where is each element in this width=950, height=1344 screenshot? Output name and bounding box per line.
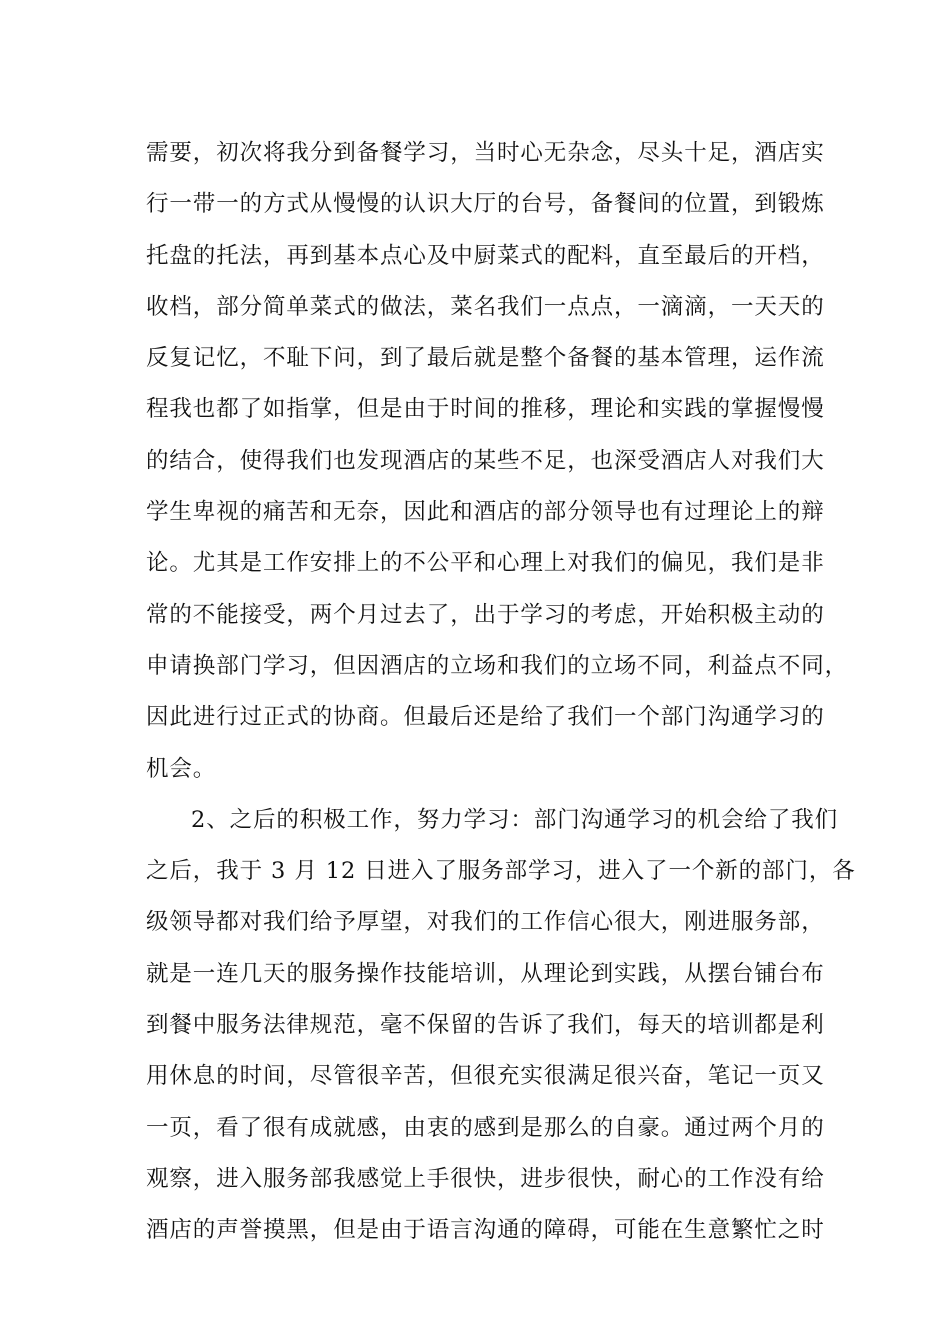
text-line: 一页，看了很有成就感，由衷的感到是那么的自豪。通过两个月的: [146, 1114, 825, 1141]
text-line: 到餐中服务法律规范，毫不保留的告诉了我们，每天的培训都是利: [146, 1012, 825, 1039]
text-line: 常的不能接受，两个月过去了，出于学习的考虑，开始积极主动的: [146, 601, 825, 628]
text-line: 论。尤其是工作安排上的不公平和心理上对我们的偏见，我们是非: [146, 550, 825, 577]
text-line: 级领导都对我们给予厚望，对我们的工作信心很大，刚进服务部，: [146, 909, 825, 936]
text-line: 就是一连几天的服务操作技能培训，从理论到实践，从摆台铺台布: [146, 960, 825, 987]
text-line: 收档，部分简单菜式的做法，菜名我们一点点，一滴滴，一天天的: [146, 293, 825, 320]
text-line: 行一带一的方式从慢慢的认识大厅的台号，备餐间的位置，到锻炼: [146, 191, 825, 218]
text-line: 因此进行过正式的协商。但最后还是给了我们一个部门沟通学习的: [146, 704, 825, 731]
text-line: 学生卑视的痛苦和无奈，因此和酒店的部分领导也有过理论上的辩: [146, 499, 825, 526]
text-line: 酒店的声誉摸黑，但是由于语言沟通的障碍，可能在生意繁忙之时: [146, 1217, 825, 1244]
text-line: 反复记忆，不耻下问，到了最后就是整个备餐的基本管理，运作流: [146, 345, 825, 372]
text-line: 机会。: [146, 755, 217, 782]
text-line: 申请换部门学习，但因酒店的立场和我们的立场不同，利益点不同，: [146, 652, 849, 679]
paragraph-start-line: 2、之后的积极工作，努力学习：部门沟通学习的机会给了我们: [191, 806, 839, 833]
text-line: 需要，初次将我分到备餐学习，当时心无杂念，尽头十足，酒店实: [146, 140, 825, 166]
text-line: 的结合，使得我们也发现酒店的某些不足，也深受酒店人对我们大: [146, 447, 825, 474]
text-line: 托盘的托法，再到基本点心及中厨菜式的配料，直至最后的开档，: [146, 242, 825, 269]
text-line: 用休息的时间，尽管很辛苦，但很充实很满足很兴奋，笔记一页又: [146, 1063, 825, 1090]
text-line: 观察，进入服务部我感觉上手很快，进步很快，耐心的工作没有给: [146, 1165, 825, 1192]
body-text: [146, 133, 856, 1262]
text-line: 程我也都了如指掌，但是由于时间的推移，理论和实践的掌握慢慢: [146, 396, 825, 423]
text-line: 之后，我于 3 月 12 日进入了服务部学习，进入了一个新的部门，各: [146, 858, 856, 885]
